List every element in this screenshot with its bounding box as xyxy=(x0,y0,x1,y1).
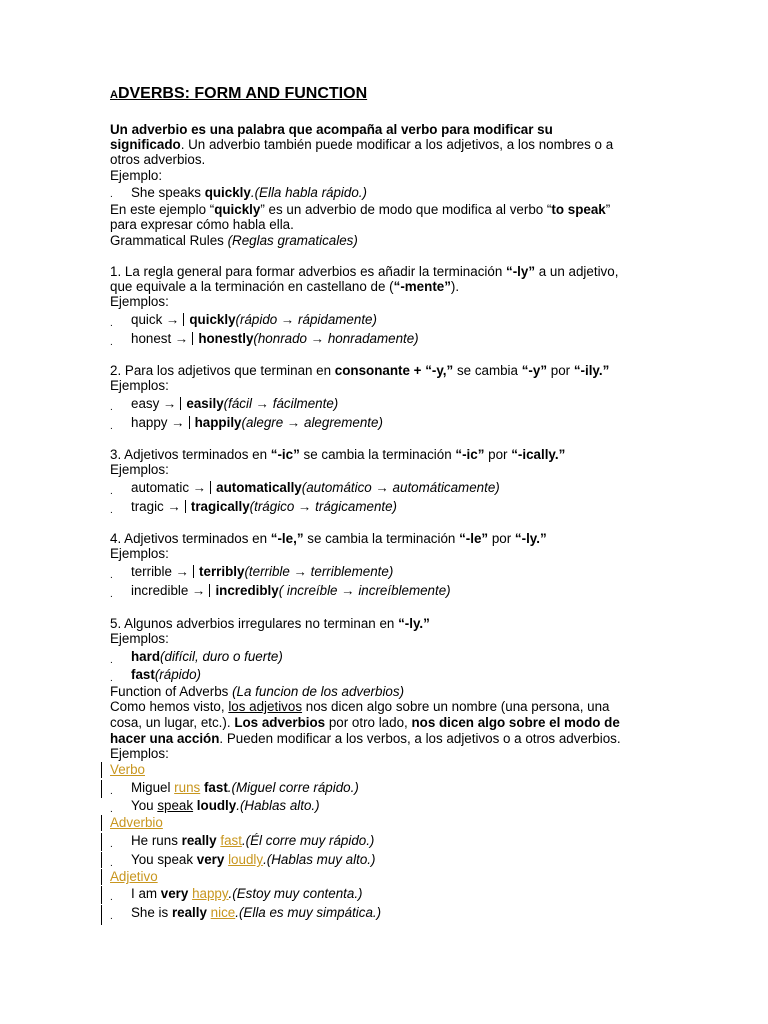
fast-link[interactable]: fast xyxy=(220,833,242,848)
adverbio-link[interactable]: Adverbio xyxy=(110,815,163,830)
adjetivo-link[interactable]: Adjetivo xyxy=(110,869,158,884)
intro-line-3: otros adverbios. xyxy=(110,152,206,167)
function-heading: Function of Adverbs (La funcion de los adverbios) xyxy=(110,684,405,699)
bullet: . xyxy=(110,570,113,581)
intro-line-2: significado. Un adverbio también puede modificar a los adjetivos, a los nombres o a xyxy=(110,137,614,152)
list-item: . happy → happily(alegre → alegremente) xyxy=(110,415,655,431)
bullet: . xyxy=(110,911,113,922)
intro-explanation-2: para expresar cómo habla ella. xyxy=(110,217,294,232)
change-bar xyxy=(101,905,102,925)
rule-1-line-2: que equivale a la terminación en castellano de (“-mente”). xyxy=(110,279,460,294)
change-bar xyxy=(101,762,102,778)
bullet: . xyxy=(110,892,113,903)
runs-link[interactable]: runs xyxy=(174,780,201,795)
list-item: . easy → easily(fácil → fácilmente) xyxy=(110,396,655,412)
bullet: . xyxy=(110,786,113,797)
cursor-bar xyxy=(192,332,193,345)
intro-explanation-1: En este ejemplo “quickly” es un adverbio de modo que modifica al verbo “to speak” xyxy=(110,202,611,217)
ejemplos-label: Ejemplos: xyxy=(110,631,169,646)
bullet: . xyxy=(110,402,113,413)
rule-1-line-1: 1. La regla general para formar adverbios es añadir la terminación “-ly” a un adjetivo, xyxy=(110,264,619,279)
ejemplos-label: Ejemplos: xyxy=(110,462,169,477)
bullet: . xyxy=(110,318,113,329)
grammatical-rules-heading: Grammatical Rules (Reglas gramaticales) xyxy=(110,233,358,248)
bullet: . xyxy=(110,189,113,200)
change-bar xyxy=(101,869,102,885)
cursor-bar xyxy=(210,481,211,494)
rule-5-line-1: 5. Algunos adverbios irregulares no terminan en “-ly.” xyxy=(110,616,430,631)
bullet: . xyxy=(110,839,113,850)
bullet: . xyxy=(110,858,113,869)
list-item: . Miguel runs fast.(Miguel corre rápido.) xyxy=(110,780,655,796)
list-item: . You speak loudly.(Hablas alto.) xyxy=(110,798,655,814)
cursor-bar xyxy=(193,565,194,578)
list-item: . She is really nice.(Ella es muy simpática.) xyxy=(110,905,655,921)
loudly-link[interactable]: loudly xyxy=(228,852,264,867)
list-item: . I am very happy.(Estoy muy contenta.) xyxy=(110,886,655,902)
ejemplos-label: Ejemplos: xyxy=(110,378,169,393)
function-paragraph-1: Como hemos visto, los adjetivos nos dicen algo sobre un nombre (una persona, una xyxy=(110,699,610,714)
bullet: . xyxy=(110,421,113,432)
intro-line-1: Un adverbio es una palabra que acompaña al verbo para modificar su xyxy=(110,122,553,137)
ejemplo-label: Ejemplo: xyxy=(110,168,163,183)
list-item: . honest → honestly(honrado → honradamente) xyxy=(110,331,655,347)
bullet: . xyxy=(110,486,113,497)
function-paragraph-3: hacer una acción. Pueden modificar a los verbos, a los adjetivos o a otros adverbios. xyxy=(110,731,621,746)
change-bar xyxy=(101,780,102,798)
ejemplos-label: Ejemplos: xyxy=(110,546,169,561)
ejemplos-label: Ejemplos: xyxy=(110,294,169,309)
cursor-bar xyxy=(185,500,186,513)
document-title: ADVERBS: FORM AND FUNCTION xyxy=(110,85,368,102)
rule-3-line-1: 3. Adjetivos terminados en “-ic” se cambia la terminación “-ic” por “-ically.” xyxy=(110,447,566,462)
list-item: . automatic → automatically(automático → automáticamente) xyxy=(110,480,655,496)
rule-2-line-1: 2. Para los adjetivos que terminan en consonante + “-y,” se cambia “-y” por “-ily.” xyxy=(110,363,610,378)
cursor-bar xyxy=(183,313,184,326)
change-bar xyxy=(101,886,102,904)
list-item: . hard(difícil, duro o fuerte) xyxy=(110,649,655,665)
nice-link[interactable]: nice xyxy=(210,905,236,920)
list-item: . incredible → incredibly( increíble → increíblemente) xyxy=(110,583,655,599)
list-item: . tragic → tragically(trágico → trágicamente) xyxy=(110,499,655,515)
bullet: . xyxy=(110,337,113,348)
intro-example: . She speaks quickly.(Ella habla rápido.) xyxy=(110,185,655,201)
function-paragraph-2: cosa, un lugar, etc.). Los adverbios por otro lado, nos dicen algo sobre el modo de xyxy=(110,715,620,730)
cursor-bar xyxy=(209,584,210,597)
change-bar xyxy=(101,833,102,851)
bullet: . xyxy=(110,505,113,516)
ejemplos-label: Ejemplos: xyxy=(110,746,169,761)
happy-link[interactable]: happy xyxy=(192,886,229,901)
list-item: . He runs really fast.(Él corre muy rápido.) xyxy=(110,833,655,849)
bullet: . xyxy=(110,673,113,684)
list-item: . quick → quickly(rápido → rápidamente) xyxy=(110,312,655,328)
bullet: . xyxy=(110,589,113,600)
bullet: . xyxy=(110,804,113,815)
cursor-bar xyxy=(180,397,181,410)
verbo-link[interactable]: Verbo xyxy=(110,762,145,777)
list-item: . fast(rápido) xyxy=(110,667,655,683)
change-bar xyxy=(101,815,102,831)
cursor-bar xyxy=(189,416,190,429)
change-bar xyxy=(101,852,102,868)
rule-4-line-1: 4. Adjetivos terminados en “-le,” se cambia la terminación “-le” por “-ly.” xyxy=(110,531,547,546)
list-item: . You speak very loudly.(Hablas muy alto.) xyxy=(110,852,655,868)
list-item: . terrible → terribly(terrible → terriblemente) xyxy=(110,564,655,580)
bullet: . xyxy=(110,655,113,666)
